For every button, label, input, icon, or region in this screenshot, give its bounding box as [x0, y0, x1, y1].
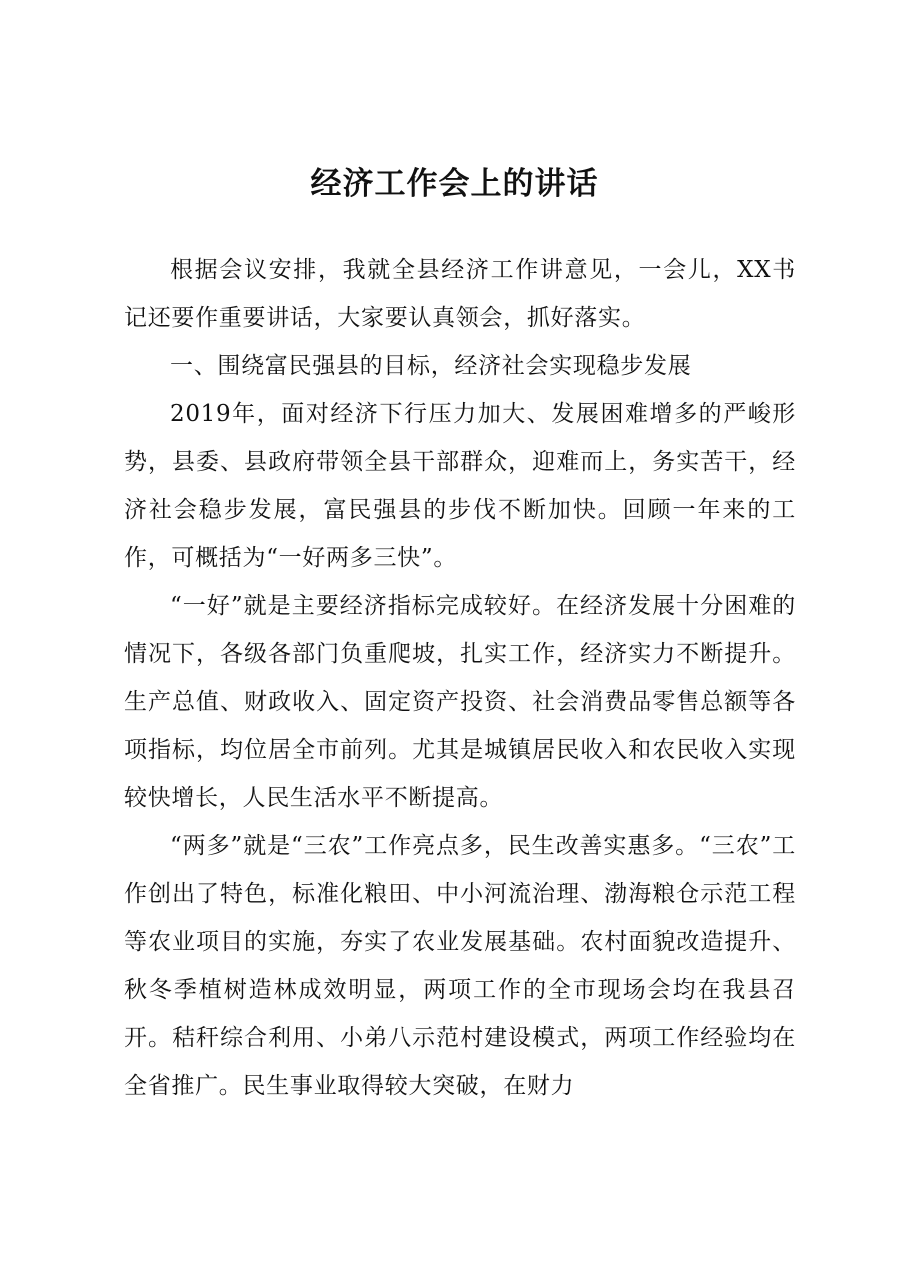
section-heading-1: 一、围绕富民强县的目标，经济社会实现稳步发展: [170, 353, 692, 379]
paragraph-intro: 根据会议安排，我就全县经济工作讲意见，一会儿，XX书记还要作重要讲话，大家要认真领会，抓好落实。: [124, 257, 796, 331]
document-title: 经济工作会上的讲话: [310, 166, 599, 202]
document-body: [124, 246, 796, 1110]
paragraph-overview: 2019年，面对经济下行压力加大、发展困难增多的严峻形势，县委、县政府带领全县干部群众，迎难而上，务实苦干，经济社会稳步发展，富民强县的步伐不断加快。回顾一年来的工作，可概括为“一好两多三快”。: [124, 401, 796, 571]
paragraph-liang-duo: “两多”就是“三农”工作亮点多，民生改善实惠多。“三农”工作创出了特色，标准化粮田、中小河流治理、渤海粮仓示范工程等农业项目的实施，夯实了农业发展基础。农村面貌改造提升、秋冬季植树造林成效明显，两项工作的全市现场会均在我县召开。秸秆综合利用、小弟八示范村建设模式，两项工作经验均在全省推广。民生事业取得较大突破，在财力: [124, 833, 796, 1099]
paragraph-yi-hao: “一好”就是主要经济指标完成较好。在经济发展十分困难的情况下，各级各部门负重爬坡，扎实工作，经济实力不断提升。生产总值、财政收入、固定资产投资、社会消费品零售总额等各项指标，均位居全市前列。尤其是城镇居民收入和农民收入实现较快增长，人民生活水平不断提高。: [124, 593, 796, 811]
